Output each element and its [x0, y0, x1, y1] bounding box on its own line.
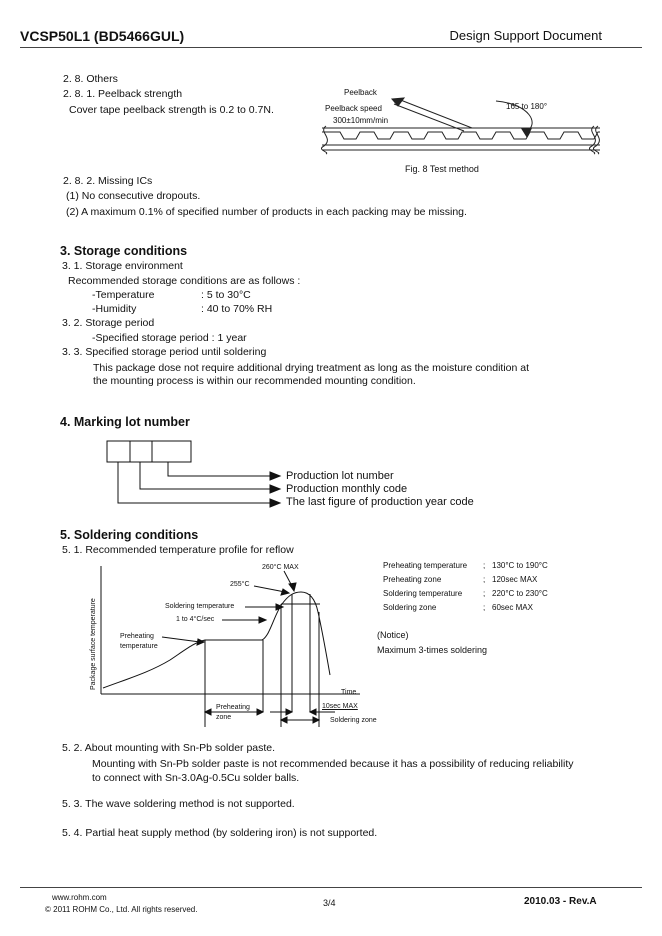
- storage-period-text: -Specified storage period : 1 year: [92, 332, 247, 344]
- sn-pb-note-line-2: to connect with Sn-3.0Ag-0.5Cu solder balls.: [92, 772, 300, 784]
- section-5-title: 5. Soldering conditions: [60, 528, 199, 542]
- preheat-zone-label-2: zone: [216, 714, 232, 721]
- storage-conditions-intro: Recommended storage conditions are as follows :: [68, 275, 301, 287]
- temperature-label: -Temperature: [92, 289, 155, 301]
- notice-label: (Notice): [377, 630, 409, 640]
- peak-255-label: 255°C: [230, 581, 250, 588]
- section-2-8-title: 2. 8. Others: [63, 73, 118, 85]
- temperature-value: : 5 to 30°C: [201, 289, 251, 301]
- missing-ics-line-2: (2) A maximum 0.1% of specified number of products in each packing may be missing.: [66, 206, 467, 218]
- section-5-2-title: 5. 2. About mounting with Sn-Pb solder paste.: [62, 742, 276, 754]
- spec-label: Preheating zone: [383, 575, 442, 584]
- section-4-title: 4. Marking lot number: [60, 415, 190, 429]
- notice-text: Maximum 3-times soldering: [377, 645, 488, 655]
- section-3-1-title: 3. 1. Storage environment: [62, 260, 183, 272]
- page-number: 3/4: [323, 898, 336, 908]
- fig8-speed-label: Peelback speed: [325, 104, 382, 113]
- spec-value: 120sec MAX: [492, 575, 538, 584]
- section-3-3-title: 3. 3. Specified storage period until soldering: [62, 346, 267, 358]
- spec-label: Soldering temperature: [383, 589, 463, 598]
- footer-divider: [20, 887, 642, 888]
- reflow-ylabel: Package surface temperature: [90, 598, 97, 690]
- document-title: VCSP50L1 (BD5466GUL): [20, 28, 185, 44]
- spec-separator: ;: [483, 561, 486, 570]
- spec-separator: ;: [483, 575, 486, 584]
- fig8-peelback-label: Peelback: [344, 88, 377, 97]
- spec-value: 130°C to 190°C: [492, 561, 548, 570]
- section-2-8-2-title: 2. 8. 2. Missing ICs: [63, 175, 153, 187]
- preheat-zone-label-1: Preheating: [216, 704, 250, 711]
- fig8-angle-label: 165 to 180°: [506, 102, 548, 111]
- section-5-1-title: 5. 1. Recommended temperature profile for reflow: [62, 544, 294, 556]
- reflow-xlabel: Time: [341, 689, 357, 696]
- solder-temp-label: Soldering temperature: [165, 603, 235, 610]
- ten-sec-max-label: 10sec MAX: [322, 703, 358, 710]
- spec-separator: ;: [483, 589, 486, 598]
- lot-number-label: Production lot number: [286, 470, 394, 482]
- spec-separator: ;: [483, 603, 486, 612]
- section-3-2-title: 3. 2. Storage period: [62, 317, 155, 329]
- spec-value: 60sec MAX: [492, 603, 533, 612]
- storage-note-line-2: the mounting process is within our recommended mounting condition.: [93, 375, 416, 387]
- fig8-caption: Fig. 8 Test method: [405, 164, 479, 174]
- year-code-label: The last figure of production year code: [286, 496, 474, 508]
- footer-copyright: © 2011 ROHM Co., Ltd. All rights reserved.: [45, 905, 198, 914]
- solder-zone-label: Soldering zone: [330, 717, 377, 724]
- humidity-value: : 40 to 70% RH: [201, 303, 273, 315]
- section-2-8-1-title: 2. 8. 1. Peelback strength: [63, 88, 183, 100]
- missing-ics-line-1: (1) No consecutive dropouts.: [66, 190, 201, 202]
- section-5-4-title: 5. 4. Partial heat supply method (by soldering iron) is not supported.: [62, 827, 378, 839]
- section-5-3-title: 5. 3. The wave soldering method is not supported.: [62, 798, 295, 810]
- document-type: Design Support Document: [449, 28, 602, 43]
- spec-label: Preheating temperature: [383, 561, 468, 570]
- storage-note-line-1: This package dose not require additional drying treatment as long as the moisture condition at: [93, 362, 530, 374]
- peelback-strength-text: Cover tape peelback strength is 0.2 to 0.7N.: [69, 104, 274, 116]
- revision: 2010.03 - Rev.A: [524, 896, 597, 907]
- humidity-label: -Humidity: [92, 303, 137, 315]
- sn-pb-note-line-1: Mounting with Sn-Pb solder paste is not recommended because it has a possibility of reducing reliability: [92, 758, 574, 770]
- preheat-temp-label-2: temperature: [120, 643, 158, 650]
- preheat-temp-label-1: Preheating: [120, 633, 154, 640]
- spec-value: 220°C to 230°C: [492, 589, 548, 598]
- footer-url: www.rohm.com: [52, 893, 107, 902]
- monthly-code-label: Production monthly code: [286, 483, 408, 495]
- section-3-title: 3. Storage conditions: [60, 244, 188, 258]
- fig8-speed-value: 300±10mm/min: [333, 116, 389, 125]
- ramp-rate-label: 1 to 4°C/sec: [176, 616, 215, 623]
- peak-max-label: 260°C MAX: [262, 564, 299, 571]
- spec-label: Soldering zone: [383, 603, 437, 612]
